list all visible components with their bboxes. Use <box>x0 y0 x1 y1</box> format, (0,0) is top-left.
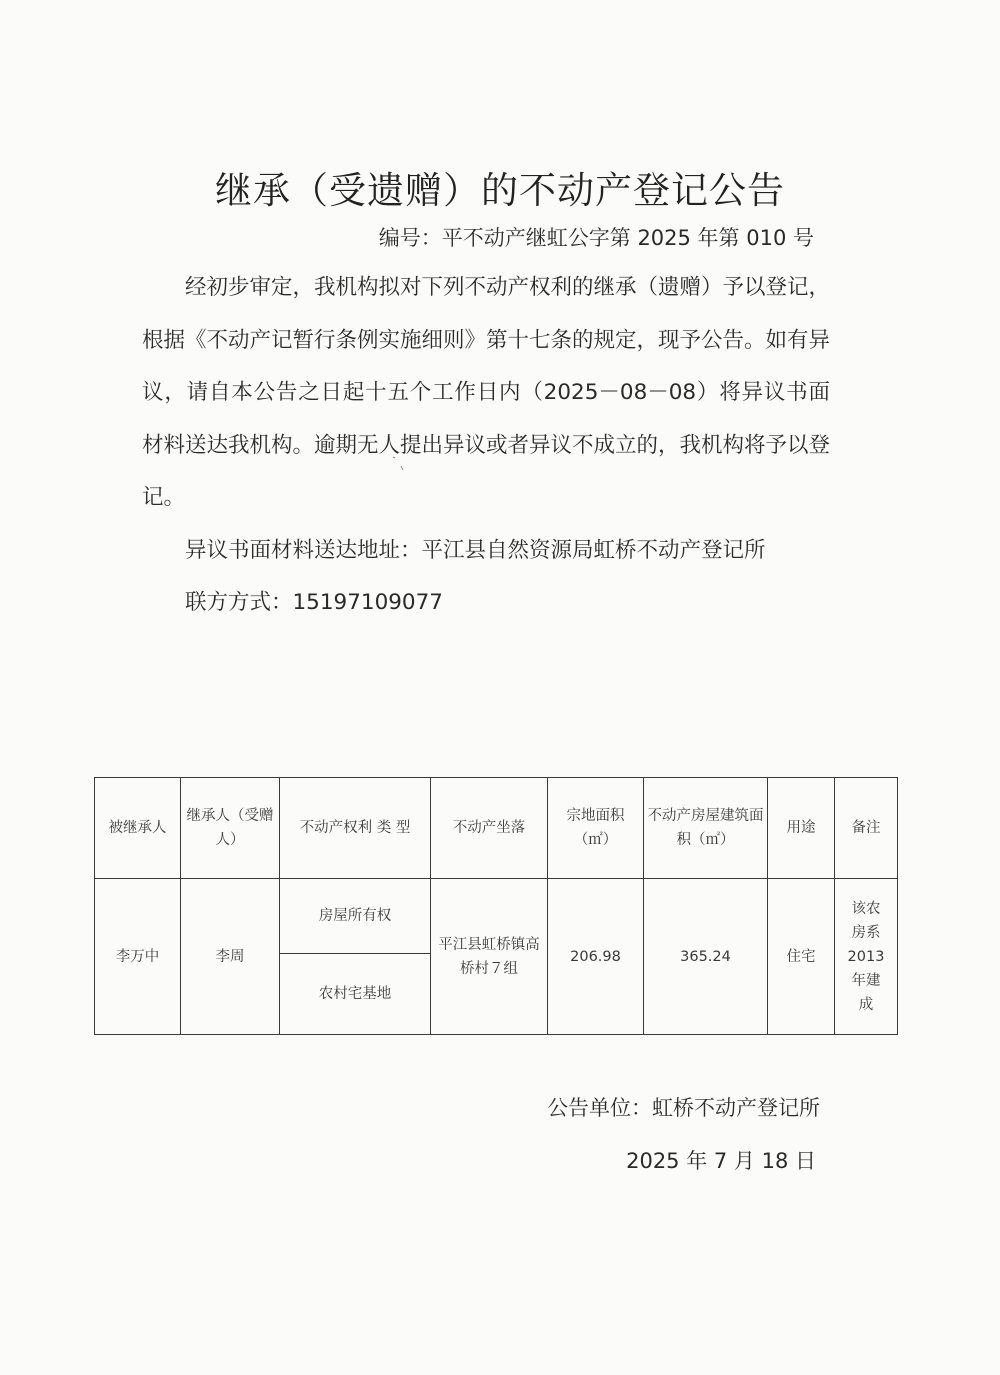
header-building-area: 不动产房屋建筑面积（㎡） <box>644 778 768 879</box>
cell-land-area: 206.98 <box>548 879 644 1035</box>
cell-right-type-2: 农村宅基地 <box>280 954 431 1035</box>
header-land-area: 宗地面积（㎡） <box>548 778 644 879</box>
stray-pen-mark <box>388 452 410 474</box>
contact-info: 联方方式：15197109077 <box>185 590 443 615</box>
header-usage: 用途 <box>768 778 835 879</box>
table-header-row <box>95 778 898 879</box>
cell-building-area: 365.24 <box>644 879 768 1035</box>
notice-number: 编号：平不动产继虹公字第 2025 年第 010 号 <box>378 226 814 250</box>
cell-right-type-1: 房屋所有权 <box>280 879 431 954</box>
header-decedent: 被继承人 <box>95 778 181 879</box>
header-remarks: 备注 <box>835 778 898 879</box>
header-right-type: 不动产权利 类 型 <box>280 778 431 879</box>
issue-date: 2025 年 7 月 18 日 <box>626 1149 816 1173</box>
cell-decedent: 李万中 <box>95 879 181 1035</box>
header-heir: 继承人（受赠人） <box>181 778 280 879</box>
notice-body <box>142 262 830 630</box>
cell-location: 平江县虹桥镇高桥村７组 <box>431 879 548 1035</box>
table-row <box>95 879 898 954</box>
notice-paragraph-main: 经初步审定，我机构拟对下列不动产权利的继承（遗赠）予以登记，根据《不动产记暂行条例实施细则》第十七条的规定，现予公告。如有异议，请自本公告之日起十五个工作日内（2025－08－08）将异议书面材料送达我机构。逾期无人提出异议或者异议不成立的，我机构将予以登记。 <box>142 275 831 510</box>
issuing-unit: 公告单位：虹桥不动产登记所 <box>547 1096 820 1120</box>
objection-address: 异议书面材料送达地址：平江县自然资源局虹桥不动产登记所 <box>185 537 766 563</box>
property-table <box>94 777 898 1035</box>
header-location: 不动产坐落 <box>431 778 548 879</box>
notice-title: 继承（受遗赠）的不动产登记公告 <box>215 169 785 212</box>
cell-remarks: 该农房系2013年建成 <box>835 879 898 1035</box>
cell-heir: 李周 <box>181 879 280 1035</box>
cell-usage: 住宅 <box>768 879 835 1035</box>
